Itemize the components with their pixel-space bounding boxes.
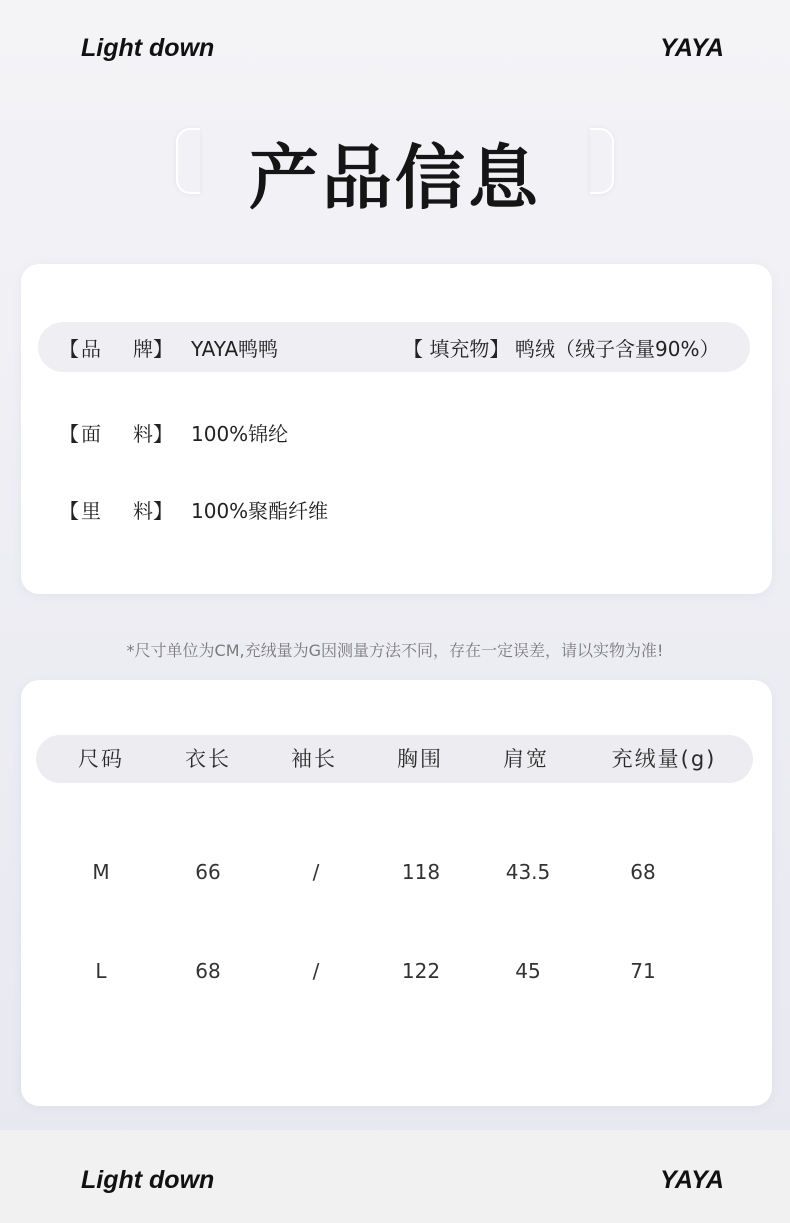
table-cell: 122 — [401, 959, 441, 983]
footer-header — [0, 1166, 790, 1206]
label-bracket-close: 】 — [153, 499, 173, 523]
label-char: 料 — [133, 499, 153, 523]
footer-brand-logo-text: YAYA — [660, 1166, 724, 1194]
product-info-card — [21, 264, 772, 594]
lining-value: 100%聚酯纤维 — [191, 499, 329, 523]
title-section — [0, 118, 790, 219]
label-char: 牌 — [133, 337, 153, 361]
header-shoulder: 肩宽 — [503, 747, 549, 771]
header-chest: 胸围 — [397, 747, 443, 771]
table-cell: 118 — [401, 860, 441, 884]
table-cell: 66 — [195, 860, 221, 884]
header-length: 衣长 — [185, 747, 231, 771]
label-char: 面 — [81, 422, 101, 446]
top-header — [0, 34, 790, 74]
page-title: 产品信息 — [249, 137, 541, 219]
fill-value: 鸭绒（绒子含量90%） — [515, 337, 720, 361]
size-table-card — [21, 680, 772, 1106]
label-bracket-open: 【 — [59, 422, 79, 446]
header-sleeve: 袖长 — [291, 747, 337, 771]
fabric-value: 100%锦纶 — [191, 422, 289, 446]
table-cell: L — [95, 959, 107, 983]
table-cell: 68 — [630, 860, 656, 884]
table-cell: / — [312, 959, 320, 983]
table-cell: 68 — [195, 959, 221, 983]
label-char: 品 — [81, 337, 101, 361]
fabric-row — [21, 416, 772, 452]
brand-logo-text: YAYA — [660, 34, 724, 62]
header-size: 尺码 — [78, 747, 124, 771]
brand-name: Light down — [81, 34, 215, 62]
label-bracket-close: 】 — [153, 422, 173, 446]
label-char: 料 — [133, 422, 153, 446]
label-char: 里 — [81, 499, 101, 523]
table-cell: 71 — [630, 959, 656, 983]
label-bracket-open: 【 — [59, 337, 79, 361]
lining-row — [21, 493, 772, 529]
table-cell: / — [312, 860, 320, 884]
header-fill-weight: 充绒量(g) — [611, 747, 717, 771]
label-bracket-close: 】 — [153, 337, 173, 361]
right-bracket-decoration — [590, 128, 614, 194]
table-cell: 43.5 — [505, 860, 551, 884]
label-bracket-open: 【 — [59, 499, 79, 523]
brand-value: YAYA鸭鸭 — [191, 337, 279, 361]
footer-brand-name: Light down — [81, 1166, 215, 1194]
table-cell: M — [92, 860, 110, 884]
measurement-note: *尺寸单位为CM,充绒量为G因测量方法不同，存在一定误差，请以实物为准! — [126, 641, 664, 660]
table-cell: 45 — [515, 959, 541, 983]
brand-row — [21, 331, 772, 367]
fill-label: 【 填充物】 — [403, 337, 510, 361]
